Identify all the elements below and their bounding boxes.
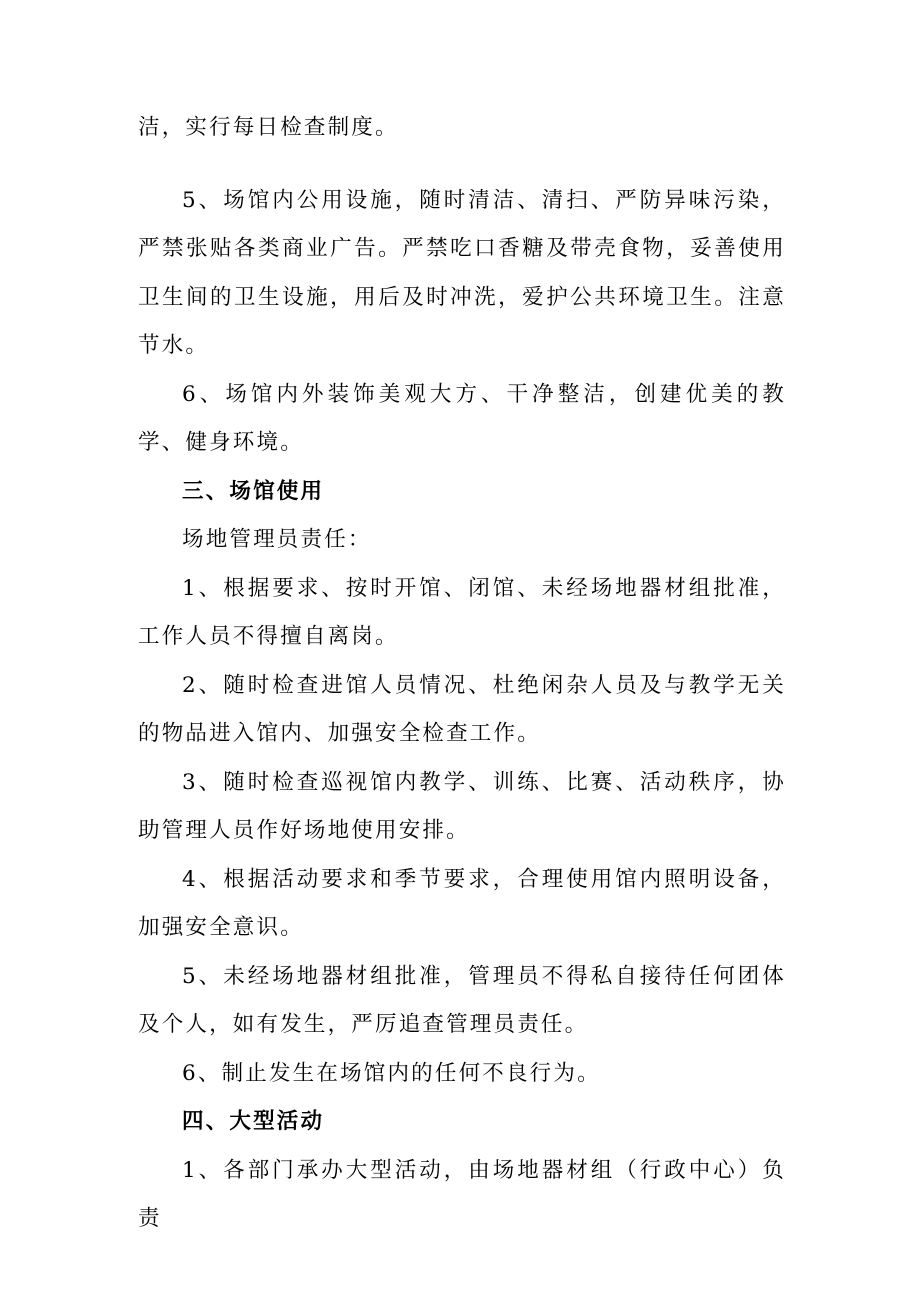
paragraph-duty-4: 4、根据活动要求和季节要求，合理使用馆内照明设备，加强安全意识。 <box>138 866 786 940</box>
document-page <box>138 104 786 1244</box>
paragraph-duty-1: 1、根据要求、按时开馆、闭馆、未经场地器材组批准，工作人员不得擅自离岗。 <box>138 575 786 649</box>
paragraph-duty-2: 2、随时检查进馆人员情况、杜绝闲杂人员及与教学无关的物品进入馆内、加强安全检查工作。 <box>138 672 786 746</box>
paragraph-duty-5: 5、未经场地器材组批准，管理员不得私自接待任何团体及个人，如有发生，严厉追查管理员责任。 <box>138 963 786 1037</box>
paragraph-item-6-decoration: 6、场馆内外装饰美观大方、干净整洁，创建优美的教学、健身环境。 <box>138 381 786 455</box>
paragraph-event-1: 1、各部门承办大型活动，由场地器材组（行政中心）负责 <box>138 1157 786 1231</box>
paragraph-continuation: 洁，实行每日检查制度。 <box>138 115 399 140</box>
paragraph-duty-3: 3、随时检查巡视馆内教学、训练、比赛、活动秩序，协助管理人员作好场地使用安排。 <box>138 769 786 843</box>
section-heading-large-events: 四、大型活动 <box>182 1109 325 1134</box>
section-heading-venue-use: 三、场馆使用 <box>182 478 325 504</box>
paragraph-duty-6: 6、制止发生在场馆内的任何不良行为。 <box>182 1060 601 1086</box>
paragraph-item-5-facilities: 5、场馆内公用设施，随时清洁、清扫、严防异味污染，严禁张贴各类商业广告。严禁吃口香糖及带壳食物，妥善使用卫生间的卫生设施，用后及时冲洗，爱护公共环境卫生。注意节水。 <box>138 187 786 358</box>
paragraph-manager-duty: 场地管理员责任： <box>182 527 372 552</box>
